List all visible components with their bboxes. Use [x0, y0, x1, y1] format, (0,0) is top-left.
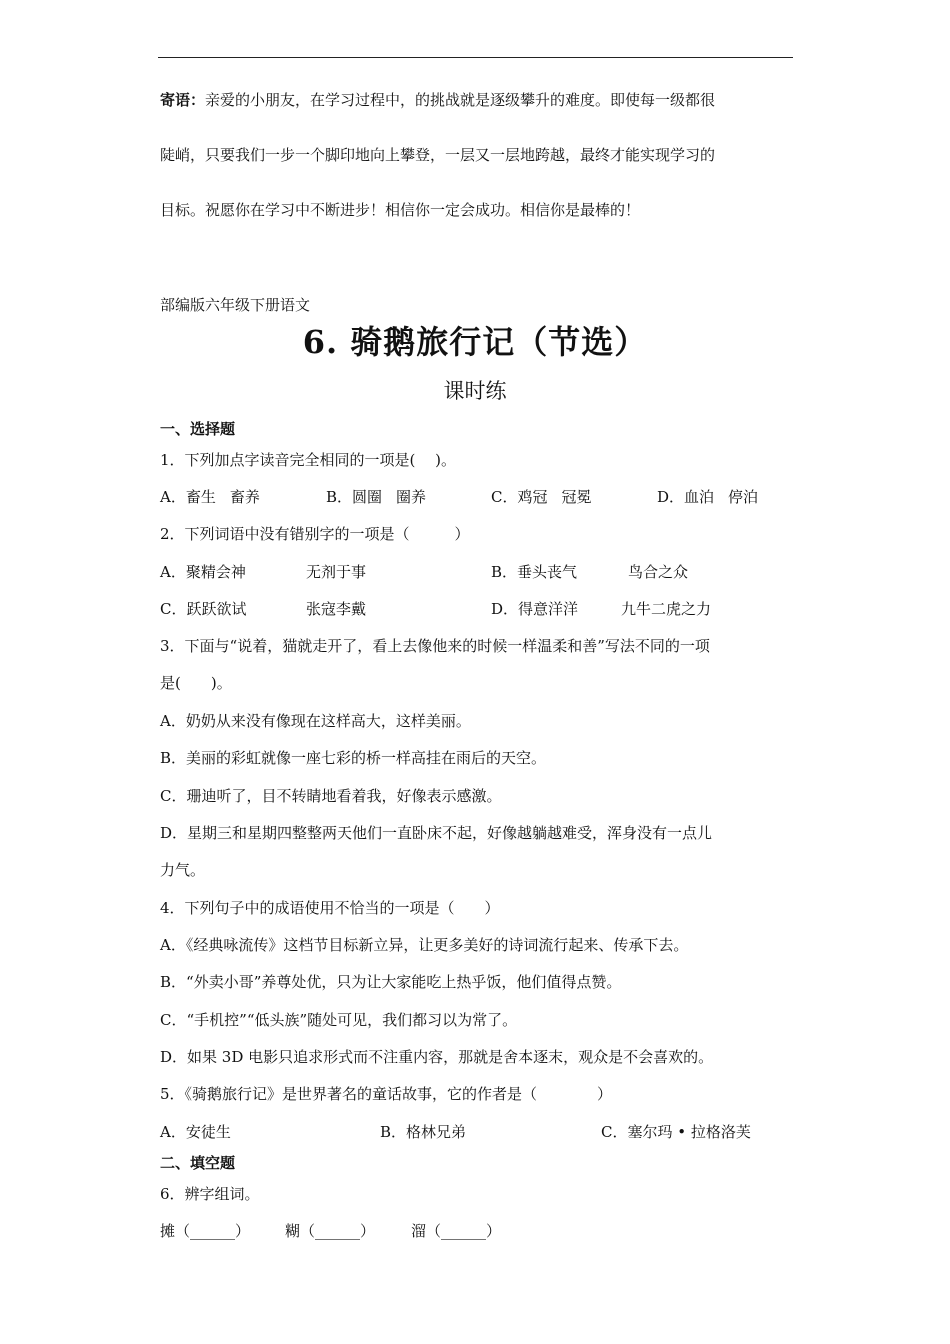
option-a[interactable]: A．安徒生 — [160, 1123, 231, 1141]
intro-text-1: 亲爱的小朋友，在学习过程中，的挑战就是逐级攀升的难度。即使每一级都很 — [205, 91, 716, 109]
question-4-option-b[interactable]: B．“外卖小哥”养尊处优，只为让大家能吃上热乎饭，他们值得点赞。 — [160, 973, 622, 991]
question-5-stem: 5．《骑鹅旅行记》是世界著名的童话故事，它的作者是（ ） — [160, 1085, 613, 1103]
option-b-second-word: 鸟合之众 — [628, 563, 689, 581]
question-4-option-d[interactable]: D．如果 3D 电影只追求形式而不注重内容，那就是舍本逐末，观众是不会喜欢的。 — [160, 1048, 714, 1066]
option-d[interactable]: D．血泊 停泊 — [657, 488, 759, 506]
question-5-options — [160, 1122, 800, 1142]
option-d[interactable]: D．得意洋洋 — [491, 600, 579, 618]
page-subtitle: 课时练 — [443, 379, 507, 403]
option-c-second-word: 张寇李戴 — [306, 600, 367, 618]
option-c[interactable]: C．鸡冠 冠冕 — [491, 488, 592, 506]
word-blank-2[interactable]: 糊（______） — [285, 1222, 376, 1240]
option-a[interactable]: A．畜生 畜养 — [160, 488, 260, 506]
question-2-options-row-2 — [160, 599, 800, 619]
word-blank-3[interactable]: 溜（______） — [411, 1222, 502, 1240]
question-3-option-c[interactable]: C．珊迪听了，目不转睛地看着我，好像表示感激。 — [160, 787, 502, 805]
option-a[interactable]: A．聚精会神 — [160, 563, 246, 581]
option-b[interactable]: B．圆圈 圈养 — [326, 488, 427, 506]
question-3-stem-line-2: 是( )。 — [160, 674, 232, 692]
question-1-stem: 1．下列加点字读音完全相同的一项是( )。 — [160, 451, 457, 469]
question-2-options-row-1 — [160, 562, 800, 582]
page-title: 6. 骑鹅旅行记（节选） — [302, 323, 648, 361]
question-3-option-d[interactable]: D．星期三和星期四整整两天他们一直卧床不起，好像越躺越难受，浑身没有一点儿 — [160, 824, 713, 842]
section-heading-choice: 一、选择题 — [160, 420, 236, 438]
question-6-stem: 6．辨字组词。 — [160, 1185, 260, 1203]
question-6-items — [160, 1221, 800, 1241]
section-heading-fill-in: 二、填空题 — [160, 1154, 236, 1172]
intro-line-3: 目标。祝愿你在学习中不断进步！相信你一定会成功。相信你是最棒的！ — [160, 201, 641, 219]
header-rule — [158, 57, 793, 58]
option-a-second-word: 无剂于事 — [306, 563, 367, 581]
question-3-stem-line-1: 3．下面与“说着，猫就走开了，看上去像他来的时候一样温柔和善”写法不同的一项 — [160, 637, 710, 655]
option-b[interactable]: B．格林兄弟 — [380, 1123, 467, 1141]
question-3-option-a[interactable]: A．奶奶从来没有像现在这样高大，这样美丽。 — [160, 712, 471, 730]
option-b[interactable]: B．垂头丧气 — [491, 563, 578, 581]
question-3-option-d-continued: 力气。 — [160, 861, 206, 879]
intro-label: 寄语： — [160, 91, 206, 109]
option-c[interactable]: C．塞尔玛 • 拉格洛芙 — [601, 1123, 751, 1141]
option-d-second-word: 九牛二虎之力 — [621, 600, 712, 618]
question-1-options — [160, 487, 800, 507]
word-blank-1[interactable]: 摊（______） — [160, 1222, 251, 1240]
intro-line-1 — [160, 90, 715, 110]
course-label: 部编版六年级下册语文 — [160, 296, 311, 314]
option-c[interactable]: C．跃跃欲试 — [160, 600, 247, 618]
question-4-stem: 4．下列句子中的成语使用不恰当的一项是（ ） — [160, 899, 500, 917]
question-4-option-c[interactable]: C．“手机控”“低头族”随处可见，我们都习以为常了。 — [160, 1011, 518, 1029]
question-2-stem: 2．下列词语中没有错别字的一项是（ ） — [160, 525, 470, 543]
question-4-option-a[interactable]: A．《经典咏流传》这档节目标新立异，让更多美好的诗词流行起来、传承下去。 — [160, 936, 689, 954]
question-3-option-b[interactable]: B．美丽的彩虹就像一座七彩的桥一样高挂在雨后的天空。 — [160, 749, 547, 767]
intro-line-2: 陡峭，只要我们一步一个脚印地向上攀登，一层又一层地跨越，最终才能实现学习的 — [160, 146, 716, 164]
